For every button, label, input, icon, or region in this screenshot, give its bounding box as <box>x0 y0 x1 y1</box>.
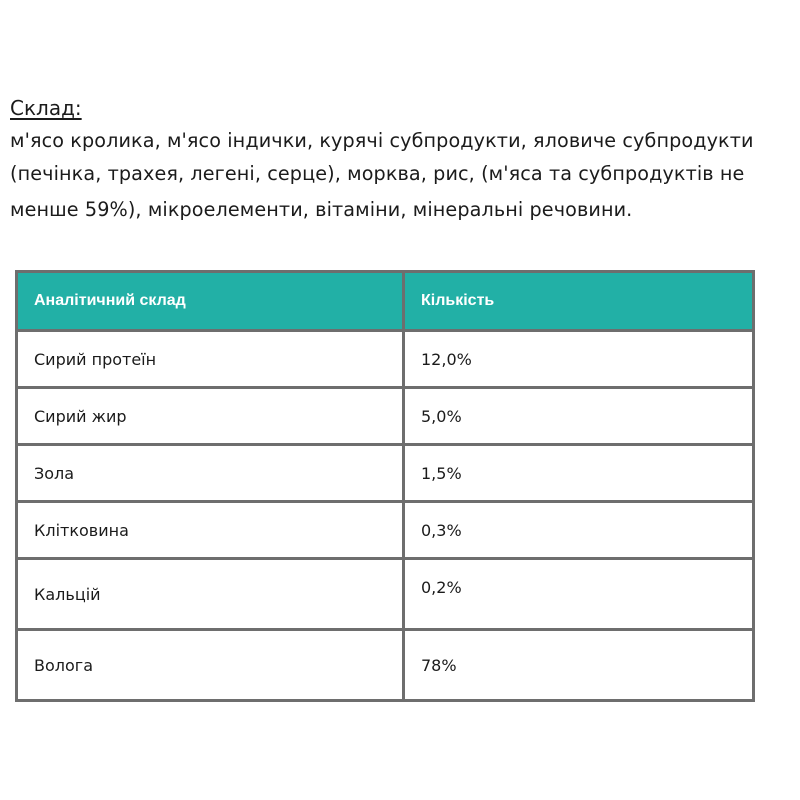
row-value: 5,0% <box>404 388 754 445</box>
composition-line-3: менше 59%), мікроелементи, вітаміни, мінеральні речовини. <box>10 198 633 221</box>
row-name: Сирий протеїн <box>17 331 404 388</box>
row-value: 12,0% <box>404 331 754 388</box>
row-name: Сирий жир <box>17 388 404 445</box>
table-header-row <box>17 272 754 331</box>
header-quantity: Кількість <box>404 272 754 331</box>
analysis-table <box>15 270 755 702</box>
table-row <box>17 559 754 630</box>
row-name: Кальцій <box>17 559 404 630</box>
composition-line-2: (печінка, трахея, легені, серце), морква, рис, (м'яса та субпродуктів не <box>10 162 745 185</box>
table-row <box>17 331 754 388</box>
header-analytical-composition: Аналітичний склад <box>17 272 404 331</box>
row-name: Зола <box>17 445 404 502</box>
composition-section <box>10 96 795 228</box>
row-value: 1,5% <box>404 445 754 502</box>
row-value-text: 0,2% <box>421 578 462 597</box>
table-row <box>17 502 754 559</box>
table-row <box>17 445 754 502</box>
composition-line-1: м'ясо кролика, м'ясо індички, курячі субпродукти, яловиче субпродукти <box>10 129 754 152</box>
composition-heading: Склад: <box>10 96 82 120</box>
row-name: Клітковина <box>17 502 404 559</box>
table-row <box>17 630 754 701</box>
row-value <box>404 559 754 630</box>
row-name: Волога <box>17 630 404 701</box>
row-value: 0,3% <box>404 502 754 559</box>
table-row <box>17 388 754 445</box>
row-value: 78% <box>404 630 754 701</box>
